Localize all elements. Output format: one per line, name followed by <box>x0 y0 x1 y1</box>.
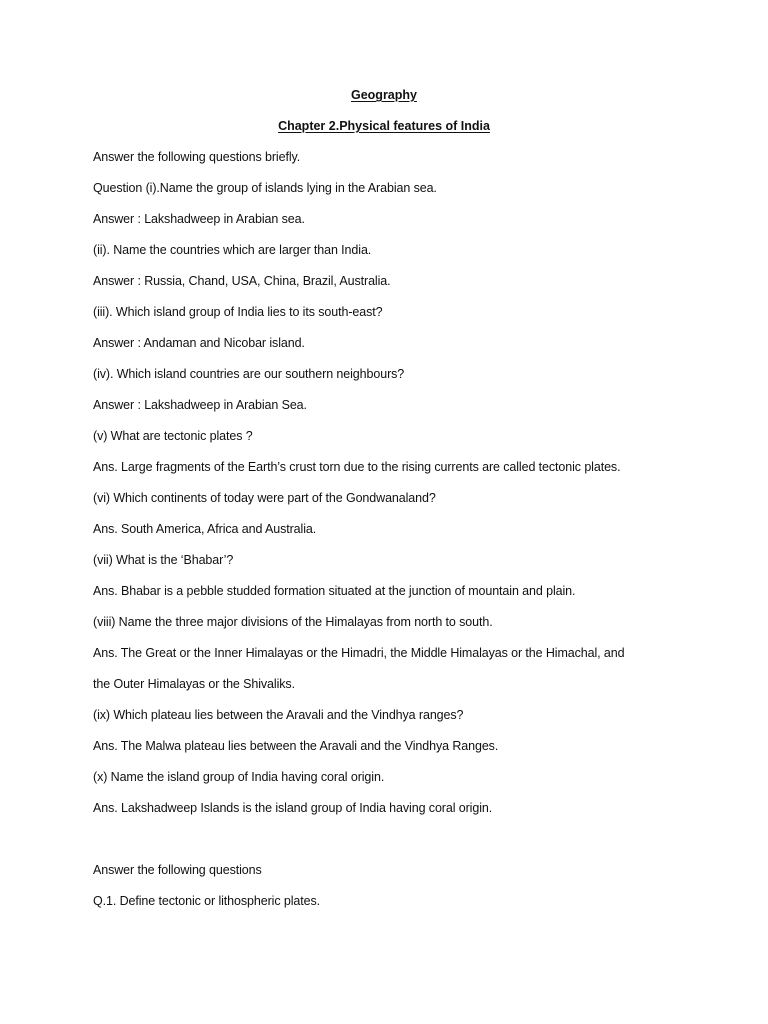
document-title: Geography <box>351 88 417 102</box>
question-line: (vii) What is the ‘Bhabar’? <box>93 553 234 567</box>
question-line: Question (i).Name the group of islands lying in the Arabian sea. <box>93 181 437 195</box>
answer-line: Ans. South America, Africa and Australia. <box>93 522 317 536</box>
answer-line-continued: the Outer Himalayas or the Shivaliks. <box>93 677 295 691</box>
question-line: (vi) Which continents of today were part of the Gondwanaland? <box>93 491 436 505</box>
question-line: (v) What are tectonic plates ? <box>93 429 253 443</box>
answer-line: Answer : Russia, Chand, USA, China, Brazil, Australia. <box>93 274 391 288</box>
answer-line: Ans. The Malwa plateau lies between the Aravali and the Vindhya Ranges. <box>93 739 499 753</box>
answer-line: Answer : Andaman and Nicobar island. <box>93 336 305 350</box>
question-line: (iii). Which island group of India lies to its south-east? <box>93 305 383 319</box>
chapter-heading: Chapter 2.Physical features of India <box>278 119 490 133</box>
section-heading-brief: Answer the following questions briefly. <box>93 150 301 164</box>
answer-line: Answer : Lakshadweep in Arabian Sea. <box>93 398 307 412</box>
section-heading-long: Answer the following questions <box>93 863 262 877</box>
answer-line: Answer : Lakshadweep in Arabian sea. <box>93 212 305 226</box>
question-line: (ix) Which plateau lies between the Aravali and the Vindhya ranges? <box>93 708 464 722</box>
answer-line: Ans. Large fragments of the Earth’s crust torn due to the rising currents are called tectonic plates. <box>93 460 621 474</box>
answer-line: Ans. The Great or the Inner Himalayas or the Himadri, the Middle Himalayas or the Himachal, and <box>93 646 625 660</box>
answer-line: Ans. Bhabar is a pebble studded formation situated at the junction of mountain and plain. <box>93 584 576 598</box>
question-line: (viii) Name the three major divisions of the Himalayas from north to south. <box>93 615 493 629</box>
question-line: (x) Name the island group of India having coral origin. <box>93 770 385 784</box>
question-line: Q.1. Define tectonic or lithospheric plates. <box>93 894 320 908</box>
question-line: (ii). Name the countries which are larger than India. <box>93 243 372 257</box>
question-line: (iv). Which island countries are our southern neighbours? <box>93 367 405 381</box>
answer-line: Ans. Lakshadweep Islands is the island group of India having coral origin. <box>93 801 493 815</box>
